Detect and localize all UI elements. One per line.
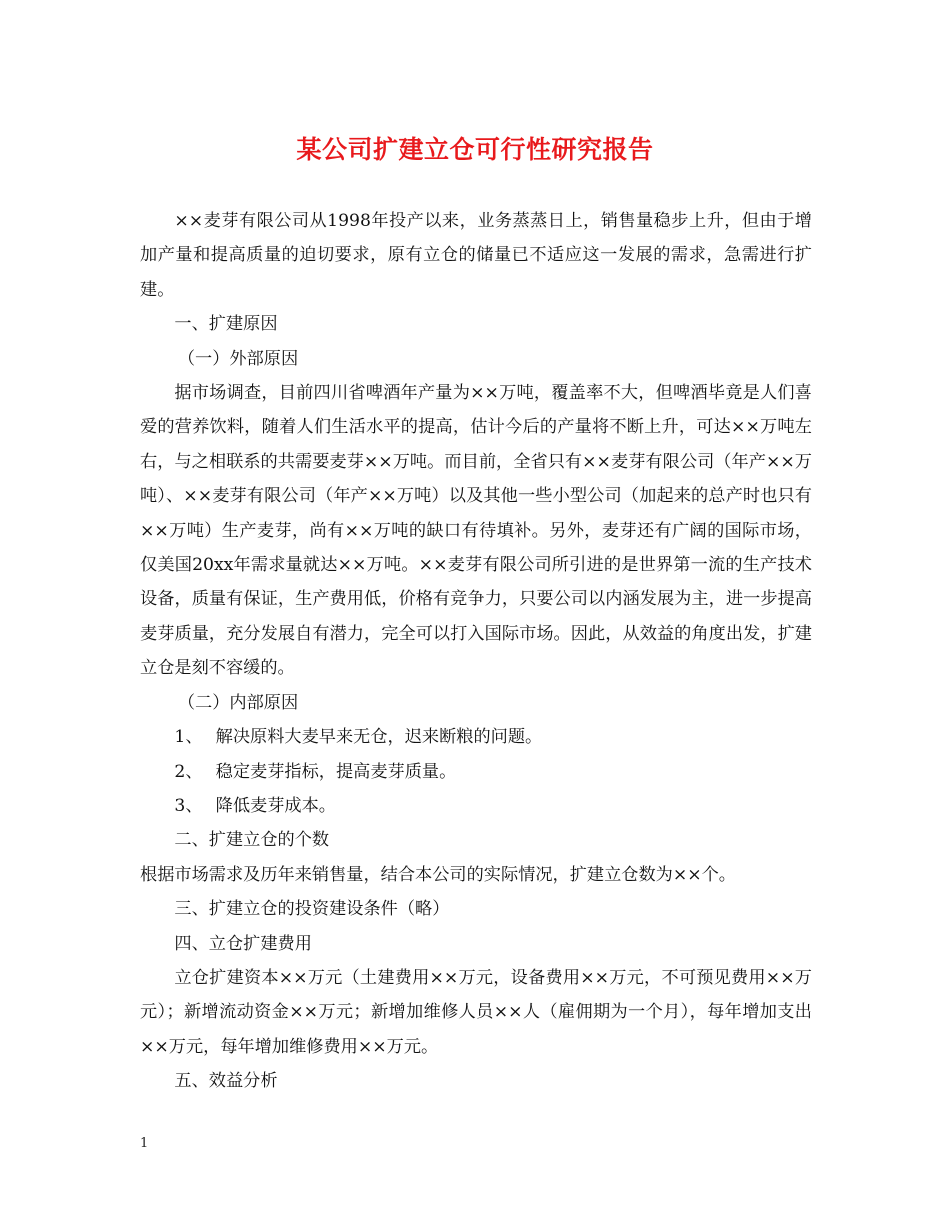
list-item xyxy=(140,789,812,823)
list-item xyxy=(140,720,812,754)
external-reasons-paragraph: 据市场调查，目前四川省啤酒年产量为××万吨，覆盖率不大，但啤酒毕竟是人们喜爱的营养饮料，随着人们生活水平的提高，估计今后的产量将不断上升，可达××万吨左右，与之相联系的共需要麦芽××万吨。而目前，全省只有××麦芽有限公司（年产××万吨）、××麦芽有限公司（年产××万吨）以及其他一些小型公司（加起来的总产时也只有××万吨）生产麦芽，尚有××万吨的缺口有待填补。另外，麦芽还有广阔的国际市场，仅美国20xx年需求量就达××万吨。××麦芽有限公司所引进的是世界第一流的生产技术设备，质量有保证，生产费用低，价格有竞争力，只要公司以内涵发展为主，进一步提高麦芽质量，充分发展自有潜力，完全可以打入国际市场。因此，从效益的角度出发，扩建立仓是刻不容缓的。 xyxy=(140,383,812,679)
list-item-text: 稳定麦芽指标，提高麦芽质量。 xyxy=(215,761,457,782)
subsection-heading-internal: （二）内部原因 xyxy=(177,692,299,713)
expansion-cost-paragraph: 立仓扩建资本××万元（土建费用××万元，设备费用××万元，不可预见费用××万元）；新增流动资金××万元；新增加维修人员××人（雇佣期为一个月），每年增加支出××万元，每年增加维修费用××万元。 xyxy=(140,967,812,1057)
subsection-heading-external: （一）外部原因 xyxy=(177,348,299,369)
section-heading-silo-count: 二、扩建立仓的个数 xyxy=(174,830,330,851)
document-body xyxy=(140,204,812,1099)
list-item-number: 2、 xyxy=(174,761,203,782)
page-number: 1 xyxy=(140,1136,149,1151)
section-heading-investment-conditions: 三、扩建立仓的投资建设条件（略） xyxy=(174,899,450,920)
section-heading-reasons: 一、扩建原因 xyxy=(174,314,278,335)
list-item xyxy=(140,755,812,789)
list-item-text: 解决原料大麦早来无仓，迟来断粮的问题。 xyxy=(215,727,543,748)
section-heading-benefit-analysis: 五、效益分析 xyxy=(174,1071,278,1092)
intro-paragraph: ××麦芽有限公司从1998年投产以来，业务蒸蒸日上，销售量稳步上升，但由于增加产量和提高质量的迫切要求，原有立仓的储量已不适应这一发展的需求，急需进行扩建。 xyxy=(140,211,812,300)
list-item-number: 3、 xyxy=(174,795,203,816)
section-heading-expansion-cost: 四、立仓扩建费用 xyxy=(174,933,312,954)
list-item-number: 1、 xyxy=(174,727,203,748)
document-title: 某公司扩建立仓可行性研究报告 xyxy=(296,135,654,164)
silo-count-paragraph: 根据市场需求及历年来销售量，结合本公司的实际情况，扩建立仓数为××个。 xyxy=(140,864,736,885)
list-item-text: 降低麦芽成本。 xyxy=(215,795,336,816)
